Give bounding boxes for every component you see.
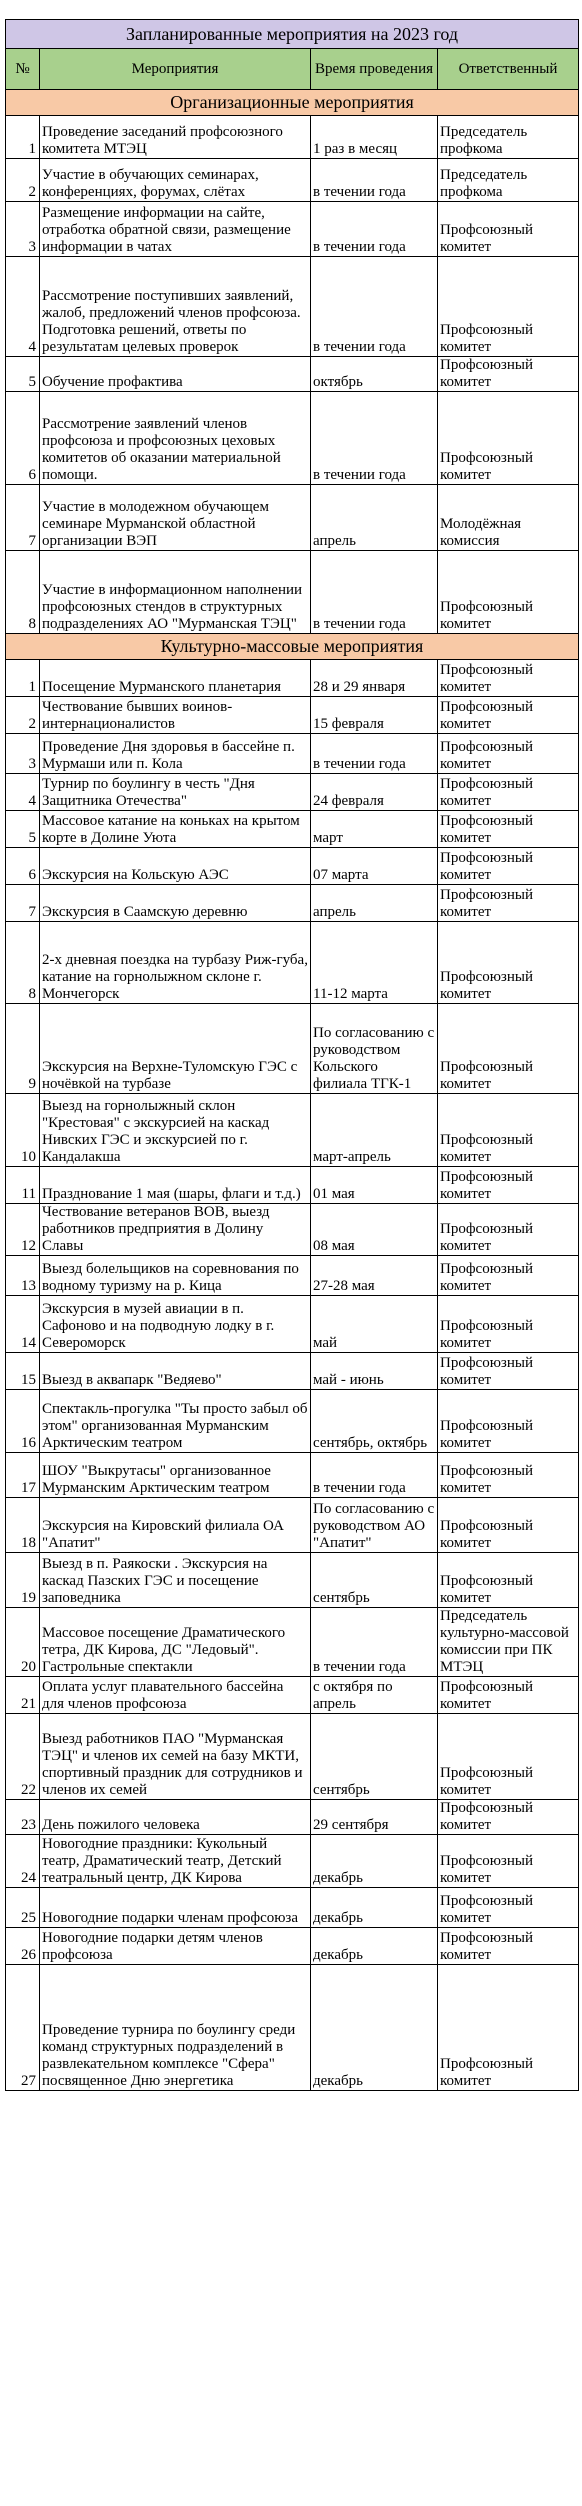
responsible-cell: Председатель культурно-массовой комиссии при ПК МТЭЦ	[438, 1608, 579, 1677]
column-header-event: Мероприятия	[40, 49, 311, 90]
responsible-cell: Профсоюзный комитет	[438, 1256, 579, 1296]
time-cell: май	[311, 1296, 438, 1353]
event-cell: Участие в молодежном обучающем семинаре Мурманской областной организации ВЭП	[40, 485, 311, 551]
time-cell: 28 и 29 января	[311, 660, 438, 697]
table-row	[6, 922, 579, 1004]
events-table-body	[6, 20, 579, 2091]
row-number-cell: 6	[6, 392, 40, 485]
event-cell: Экскурсия на Кировский филиала ОА "Апатит"	[40, 1498, 311, 1553]
row-number-cell: 7	[6, 485, 40, 551]
event-cell: Обучение профактива	[40, 357, 311, 392]
responsible-cell: Профсоюзный комитет	[438, 885, 579, 922]
table-row	[6, 1800, 579, 1835]
time-cell: 01 мая	[311, 1167, 438, 1204]
events-table	[5, 19, 579, 2091]
column-header-number: №	[6, 49, 40, 90]
table-row	[6, 551, 579, 634]
time-cell: март	[311, 811, 438, 848]
event-cell: Экскурсия в Саамскую деревню	[40, 885, 311, 922]
table-row	[6, 159, 579, 202]
table-row	[6, 697, 579, 734]
responsible-cell: Профсоюзный комитет	[438, 1204, 579, 1256]
table-row	[6, 1677, 579, 1714]
responsible-cell: Профсоюзный комитет	[438, 811, 579, 848]
responsible-cell: Профсоюзный комитет	[438, 257, 579, 357]
table-row	[6, 202, 579, 257]
row-number-cell: 21	[6, 1677, 40, 1714]
title-row	[6, 20, 579, 49]
table-row	[6, 485, 579, 551]
table-row	[6, 1714, 579, 1800]
time-cell: с октября по апрель	[311, 1677, 438, 1714]
time-cell: в течении года	[311, 159, 438, 202]
time-cell: в течении года	[311, 392, 438, 485]
table-row	[6, 1296, 579, 1353]
responsible-cell: Профсоюзный комитет	[438, 551, 579, 634]
event-cell: Проведение заседаний профсоюзного комитета МТЭЦ	[40, 116, 311, 159]
event-cell: Рассмотрение поступивших заявлений, жалоб, предложений членов профсоюза. Подготовка решений, ответы по результатам целевых проверок	[40, 257, 311, 357]
event-cell: Проведение Дня здоровья в бассейне п. Мурмаши или п. Кола	[40, 734, 311, 774]
time-cell: в течении года	[311, 734, 438, 774]
responsible-cell: Профсоюзный комитет	[438, 1835, 579, 1888]
table-row	[6, 1204, 579, 1256]
table-row	[6, 392, 579, 485]
row-number-cell: 8	[6, 551, 40, 634]
responsible-cell: Профсоюзный комитет	[438, 1553, 579, 1608]
event-cell: Массовое посещение Драматического тетра, ДК Кирова, ДС "Ледовый". Гастрольные спектакли	[40, 1608, 311, 1677]
row-number-cell: 1	[6, 660, 40, 697]
responsible-cell: Профсоюзный комитет	[438, 697, 579, 734]
responsible-cell: Профсоюзный комитет	[438, 1498, 579, 1553]
event-cell: Новогодние подарки членам профсоюза	[40, 1888, 311, 1928]
responsible-cell: Профсоюзный комитет	[438, 1453, 579, 1498]
event-cell: Празднование 1 мая (шары, флаги и т.д.)	[40, 1167, 311, 1204]
time-cell: декабрь	[311, 1835, 438, 1888]
time-cell: в течении года	[311, 257, 438, 357]
row-number-cell: 22	[6, 1714, 40, 1800]
table-row	[6, 1453, 579, 1498]
time-cell: сентябрь	[311, 1714, 438, 1800]
row-number-cell: 26	[6, 1928, 40, 1965]
event-cell: Рассмотрение заявлений членов профсоюза и профсоюзных цеховых комитетов об оказании материальной помощи.	[40, 392, 311, 485]
table-row	[6, 1888, 579, 1928]
responsible-cell: Молодёжная комиссия	[438, 485, 579, 551]
table-row	[6, 357, 579, 392]
time-cell: 08 мая	[311, 1204, 438, 1256]
table-row	[6, 116, 579, 159]
time-cell: По согласованию с руководством Кольского филиала ТГК-1	[311, 1004, 438, 1094]
responsible-cell: Профсоюзный комитет	[438, 774, 579, 811]
section-title: Культурно-массовые мероприятия	[6, 634, 579, 660]
table-row	[6, 1928, 579, 1965]
row-number-cell: 14	[6, 1296, 40, 1353]
table-row	[6, 1094, 579, 1167]
table-row	[6, 1353, 579, 1390]
table-row	[6, 257, 579, 357]
responsible-cell: Профсоюзный комитет	[438, 1004, 579, 1094]
time-cell: апрель	[311, 485, 438, 551]
time-cell: декабрь	[311, 1888, 438, 1928]
table-row	[6, 1167, 579, 1204]
time-cell: апрель	[311, 885, 438, 922]
row-number-cell: 19	[6, 1553, 40, 1608]
table-row	[6, 885, 579, 922]
table-row	[6, 734, 579, 774]
time-cell: май - июнь	[311, 1353, 438, 1390]
event-cell: Массовое катание на коньках на крытом корте в Долине Уюта	[40, 811, 311, 848]
responsible-cell: Профсоюзный комитет	[438, 734, 579, 774]
row-number-cell: 27	[6, 1965, 40, 2091]
row-number-cell: 6	[6, 848, 40, 885]
row-number-cell: 1	[6, 116, 40, 159]
responsible-cell: Профсоюзный комитет	[438, 1965, 579, 2091]
responsible-cell: Профсоюзный комитет	[438, 1296, 579, 1353]
row-number-cell: 13	[6, 1256, 40, 1296]
row-number-cell: 5	[6, 357, 40, 392]
responsible-cell: Профсоюзный комитет	[438, 1390, 579, 1453]
time-cell: 07 марта	[311, 848, 438, 885]
time-cell: 24 февраля	[311, 774, 438, 811]
responsible-cell: Председатель профкома	[438, 116, 579, 159]
event-cell: День пожилого человека	[40, 1800, 311, 1835]
row-number-cell: 11	[6, 1167, 40, 1204]
time-cell: в течении года	[311, 202, 438, 257]
event-cell: Выезд в п. Раякоски . Экскурсия на каскад Пазских ГЭС и посещение заповедника	[40, 1553, 311, 1608]
time-cell: в течении года	[311, 1608, 438, 1677]
time-cell: сентябрь	[311, 1553, 438, 1608]
event-cell: Экскурсия в музей авиации в п. Сафоново и на подводную лодку в г. Североморск	[40, 1296, 311, 1353]
event-cell: Размещение информации на сайте, отработка обратной связи, размещение информации в чатах	[40, 202, 311, 257]
time-cell: По согласованию с руководством АО "Апатит"	[311, 1498, 438, 1553]
event-cell: Турнир по боулингу в честь "Дня Защитника Отечества"	[40, 774, 311, 811]
responsible-cell: Профсоюзный комитет	[438, 392, 579, 485]
row-number-cell: 10	[6, 1094, 40, 1167]
responsible-cell: Профсоюзный комитет	[438, 1094, 579, 1167]
event-cell: Выезд в аквапарк "Ведяево"	[40, 1353, 311, 1390]
row-number-cell: 4	[6, 774, 40, 811]
section-title: Организационные мероприятия	[6, 90, 579, 116]
table-row	[6, 1004, 579, 1094]
responsible-cell: Профсоюзный комитет	[438, 357, 579, 392]
row-number-cell: 16	[6, 1390, 40, 1453]
header-row	[6, 49, 579, 90]
responsible-cell: Профсоюзный комитет	[438, 1677, 579, 1714]
event-cell: Участие в обучающих семинарах, конференциях, форумах, слётах	[40, 159, 311, 202]
row-number-cell: 3	[6, 734, 40, 774]
time-cell: сентябрь, октябрь	[311, 1390, 438, 1453]
row-number-cell: 24	[6, 1835, 40, 1888]
table-row	[6, 1965, 579, 2091]
time-cell: 15 февраля	[311, 697, 438, 734]
responsible-cell: Профсоюзный комитет	[438, 1167, 579, 1204]
row-number-cell: 2	[6, 697, 40, 734]
table-row	[6, 811, 579, 848]
row-number-cell: 8	[6, 922, 40, 1004]
responsible-cell: Председатель профкома	[438, 159, 579, 202]
table-row	[6, 848, 579, 885]
row-number-cell: 20	[6, 1608, 40, 1677]
row-number-cell: 17	[6, 1453, 40, 1498]
event-cell: Спектакль-прогулка "Ты просто забыл об этом" организованная Мурманским Арктическим театром	[40, 1390, 311, 1453]
event-cell: Новогодние подарки детям членов профсоюза	[40, 1928, 311, 1965]
responsible-cell: Профсоюзный комитет	[438, 1800, 579, 1835]
section-header-row	[6, 634, 579, 660]
responsible-cell: Профсоюзный комитет	[438, 660, 579, 697]
time-cell: 1 раз в месяц	[311, 116, 438, 159]
event-cell: Выезд работников ПАО "Мурманская ТЭЦ" и членов их семей на базу МКТИ, спортивный праздник для сотрудников и членов их семей	[40, 1714, 311, 1800]
table-row	[6, 1256, 579, 1296]
responsible-cell: Профсоюзный комитет	[438, 202, 579, 257]
column-header-time: Время проведения	[311, 49, 438, 90]
event-cell: 2-х дневная поездка на турбазу Риж-губа, катание на горнолыжном склоне г. Мончегорск	[40, 922, 311, 1004]
time-cell: 11-12 марта	[311, 922, 438, 1004]
table-row	[6, 1608, 579, 1677]
row-number-cell: 23	[6, 1800, 40, 1835]
row-number-cell: 15	[6, 1353, 40, 1390]
table-row	[6, 660, 579, 697]
event-cell: Посещение Мурманского планетария	[40, 660, 311, 697]
responsible-cell: Профсоюзный комитет	[438, 922, 579, 1004]
time-cell: март-апрель	[311, 1094, 438, 1167]
table-row	[6, 1553, 579, 1608]
event-cell: Оплата услуг плавательного бассейна для членов профсоюза	[40, 1677, 311, 1714]
row-number-cell: 18	[6, 1498, 40, 1553]
time-cell: октябрь	[311, 357, 438, 392]
time-cell: декабрь	[311, 1965, 438, 2091]
time-cell: в течении года	[311, 1453, 438, 1498]
event-cell: Новогодние праздники: Кукольный театр, Драматический театр, Детский театральный центр, ДК Кирова	[40, 1835, 311, 1888]
responsible-cell: Профсоюзный комитет	[438, 1714, 579, 1800]
section-header-row	[6, 90, 579, 116]
event-cell: Проведение турнира по боулингу среди команд структурных подразделений в развлекательном комплексе "Сфера" посвященное Дню энергетика	[40, 1965, 311, 2091]
event-cell: Чествование бывших воинов-интернационалистов	[40, 697, 311, 734]
event-cell: Экскурсия на Кольскую АЭС	[40, 848, 311, 885]
row-number-cell: 7	[6, 885, 40, 922]
time-cell: 27-28 мая	[311, 1256, 438, 1296]
responsible-cell: Профсоюзный комитет	[438, 1353, 579, 1390]
row-number-cell: 4	[6, 257, 40, 357]
row-number-cell: 2	[6, 159, 40, 202]
event-cell: Экскурсия на Верхне-Туломскую ГЭС с ночёвкой на турбазе	[40, 1004, 311, 1094]
column-header-responsible: Ответственный	[438, 49, 579, 90]
row-number-cell: 25	[6, 1888, 40, 1928]
row-number-cell: 9	[6, 1004, 40, 1094]
responsible-cell: Профсоюзный комитет	[438, 1888, 579, 1928]
table-row	[6, 774, 579, 811]
event-cell: Участие в информационном наполнении профсоюзных стендов в структурных подразделениях АО "Мурманская ТЭЦ"	[40, 551, 311, 634]
row-number-cell: 12	[6, 1204, 40, 1256]
responsible-cell: Профсоюзный комитет	[438, 1928, 579, 1965]
time-cell: в течении года	[311, 551, 438, 634]
event-cell: Выезд болельщиков на соревнования по водному туризму на р. Кица	[40, 1256, 311, 1296]
event-cell: Выезд на горнолыжный склон "Крестовая" с экскурсией на каскад Нивских ГЭС и экскурсией по г. Кандалакша	[40, 1094, 311, 1167]
event-cell: Чествование ветеранов ВОВ, выезд работников предприятия в Долину Славы	[40, 1204, 311, 1256]
table-row	[6, 1390, 579, 1453]
table-row	[6, 1835, 579, 1888]
time-cell: 29 сентября	[311, 1800, 438, 1835]
event-cell: ШОУ "Выкрутасы" организованное Мурманским Арктическим театром	[40, 1453, 311, 1498]
responsible-cell: Профсоюзный комитет	[438, 848, 579, 885]
table-row	[6, 1498, 579, 1553]
row-number-cell: 3	[6, 202, 40, 257]
time-cell: декабрь	[311, 1928, 438, 1965]
row-number-cell: 5	[6, 811, 40, 848]
table-title: Запланированные мероприятия на 2023 год	[6, 20, 579, 49]
